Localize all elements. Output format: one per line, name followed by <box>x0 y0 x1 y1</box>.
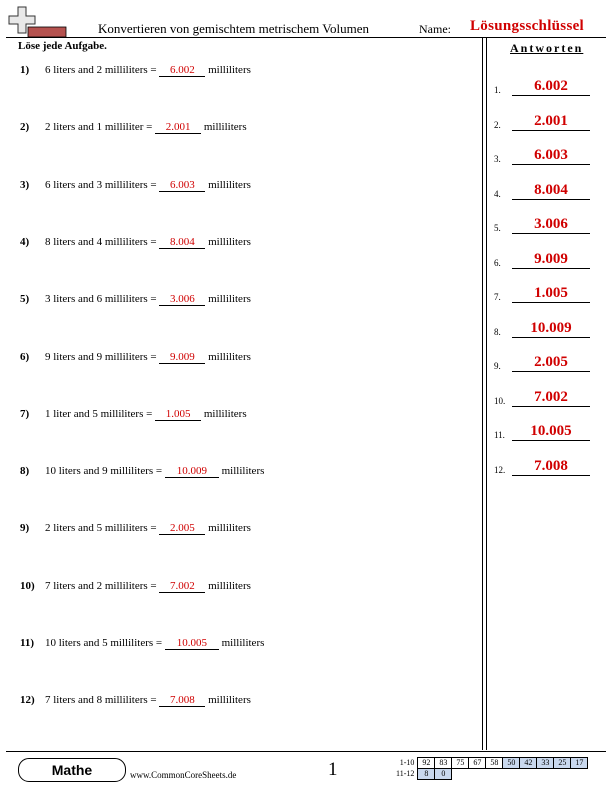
problem-number: 11) <box>20 637 35 649</box>
answer-blank[interactable]: 6.002 <box>159 64 205 77</box>
problem-number: 7) <box>20 407 30 420</box>
answer-index: 9. <box>494 361 501 371</box>
answer-key-item <box>494 212 602 234</box>
answer-value: 6.003 <box>512 146 590 165</box>
unit-label: milliliters <box>208 350 251 363</box>
answer-key-item <box>494 178 602 200</box>
problem-number: 3) <box>20 178 30 191</box>
answer-index: 12. <box>494 464 506 475</box>
score-cell: 0 <box>435 769 452 780</box>
answer-key-item <box>494 316 602 338</box>
score-cell: 33 <box>537 758 554 769</box>
problem-number: 8) <box>20 465 30 478</box>
problem-number: 5) <box>20 293 30 306</box>
answer-value: 2.005 <box>512 353 590 372</box>
answer-blank[interactable]: 2.005 <box>159 522 205 535</box>
answer-index: 8. <box>494 326 501 337</box>
problem-text: 6 liters and 3 milliliters = <box>45 178 157 191</box>
unit-label: milliliters <box>208 579 251 592</box>
unit-label: milliliters <box>221 637 265 649</box>
column-divider <box>486 37 487 750</box>
column-divider <box>482 37 483 750</box>
unit-label: milliliters <box>203 121 247 134</box>
problem-text: 7 liters and 8 milliliters = <box>45 694 157 707</box>
answer-value: 8.004 <box>512 181 590 200</box>
problem-item <box>20 64 251 77</box>
plus-minus-logo-icon <box>6 5 68 39</box>
score-cell: 25 <box>554 758 571 769</box>
problem-text: 2 liters and 5 milliliters = <box>45 522 157 535</box>
answer-key-item <box>494 350 602 372</box>
answer-index: 2. <box>494 119 501 130</box>
answer-value: 3.006 <box>512 215 590 234</box>
problem-number: 4) <box>20 235 30 248</box>
answer-index: 10. <box>494 395 506 406</box>
problem-item <box>20 465 264 478</box>
score-cell: 83 <box>435 758 452 769</box>
unit-label: milliliters <box>208 694 251 707</box>
answer-blank[interactable]: 2.001 <box>155 121 201 134</box>
score-cell: 42 <box>520 758 537 769</box>
answer-blank[interactable]: 1.005 <box>155 408 201 421</box>
problem-item <box>20 408 247 421</box>
answer-blank[interactable]: 8.004 <box>159 236 205 249</box>
score-cell: 17 <box>571 758 588 769</box>
problem-text: 9 liters and 9 milliliters = <box>45 350 157 363</box>
answer-index: 11. <box>494 430 505 440</box>
website-label: www.CommonCoreSheets.de <box>130 770 237 780</box>
answer-index: 1. <box>494 85 501 95</box>
score-row-label: 1-10 <box>399 758 415 767</box>
answer-index: 3. <box>494 154 501 164</box>
problem-text: 6 liters and 2 milliliters = <box>45 64 157 76</box>
unit-label: milliliters <box>221 465 265 478</box>
answer-key-item <box>494 385 602 407</box>
problem-number: 2) <box>20 121 30 134</box>
problem-number: 12) <box>20 694 35 707</box>
answer-blank[interactable]: 10.009 <box>165 465 219 478</box>
answer-blank[interactable]: 10.005 <box>165 637 219 650</box>
answers-heading: Antworten <box>510 41 584 55</box>
problem-text: 3 liters and 6 milliliters = <box>45 293 157 306</box>
answer-value: 2.001 <box>512 112 590 131</box>
problem-text: 8 liters and 4 milliliters = <box>45 235 157 248</box>
answer-blank[interactable]: 7.008 <box>159 694 205 707</box>
answer-key-item <box>494 281 602 303</box>
answer-key-item <box>494 419 602 441</box>
answer-index: 5. <box>494 223 501 233</box>
score-table <box>394 757 588 780</box>
answer-value: 7.008 <box>512 457 590 476</box>
answer-key-item <box>494 109 602 131</box>
problem-item <box>20 236 251 249</box>
problem-item <box>20 121 247 134</box>
score-cell: 92 <box>418 758 435 769</box>
answer-index: 6. <box>494 257 501 268</box>
problem-text: 10 liters and 5 milliliters = <box>45 637 163 649</box>
answer-value: 7.002 <box>512 388 590 407</box>
problem-text: 10 liters and 9 milliliters = <box>45 465 163 478</box>
unit-label: milliliters <box>208 293 251 306</box>
answer-value: 10.009 <box>512 319 590 338</box>
problem-number: 1) <box>20 64 30 76</box>
instructions: Löse jede Aufgabe. <box>18 40 107 52</box>
unit-label: milliliters <box>208 178 251 191</box>
answer-blank[interactable]: 3.006 <box>159 293 205 306</box>
problem-item <box>20 694 251 707</box>
answer-key-item <box>494 454 602 476</box>
score-row <box>394 758 588 769</box>
problem-item <box>20 351 251 364</box>
problem-number: 9) <box>20 522 30 535</box>
problem-number: 6) <box>20 350 30 363</box>
answer-value: 10.005 <box>512 422 590 441</box>
answer-index: 7. <box>494 292 501 302</box>
answer-value: 6.002 <box>512 77 590 96</box>
problem-item <box>20 637 264 650</box>
header-divider <box>6 37 606 38</box>
problem-text: 1 liter and 5 milliliters = <box>45 407 153 420</box>
score-row-label: 11-12 <box>396 769 415 778</box>
unit-label: milliliters <box>203 407 247 420</box>
answer-key-title: Lösungsschlüssel <box>470 18 585 34</box>
unit-label: milliliters <box>208 64 251 76</box>
problem-item <box>20 522 251 535</box>
unit-label: milliliters <box>208 522 251 535</box>
problem-number: 10) <box>20 579 35 592</box>
score-cell: 75 <box>452 758 469 769</box>
name-label: Name: <box>419 22 451 36</box>
answer-key-item <box>494 143 602 165</box>
answer-key-item <box>494 247 602 269</box>
subject-badge: Mathe <box>18 758 126 782</box>
answer-key-item <box>494 74 602 96</box>
answer-value: 1.005 <box>512 284 590 303</box>
problem-text: 2 liters and 1 milliliter = <box>45 121 153 134</box>
problem-item <box>20 179 251 192</box>
problem-item <box>20 580 251 593</box>
page-number: 1 <box>328 759 338 780</box>
score-cell: 8 <box>418 769 435 780</box>
answer-blank[interactable]: 9.009 <box>159 351 205 364</box>
score-row <box>394 769 588 780</box>
unit-label: milliliters <box>208 235 251 248</box>
answer-blank[interactable]: 7.002 <box>159 580 205 593</box>
score-cell: 50 <box>503 758 520 769</box>
problem-text: 7 liters and 2 milliliters = <box>45 579 157 592</box>
answer-index: 4. <box>494 188 501 199</box>
worksheet-title: Konvertieren von gemischtem metrischem Volumen <box>98 21 370 36</box>
score-cell: 58 <box>486 758 503 769</box>
footer-divider <box>6 751 606 752</box>
answer-blank[interactable]: 6.003 <box>159 179 205 192</box>
answer-value: 9.009 <box>512 250 590 269</box>
score-cell: 67 <box>469 758 486 769</box>
problem-item <box>20 293 251 306</box>
